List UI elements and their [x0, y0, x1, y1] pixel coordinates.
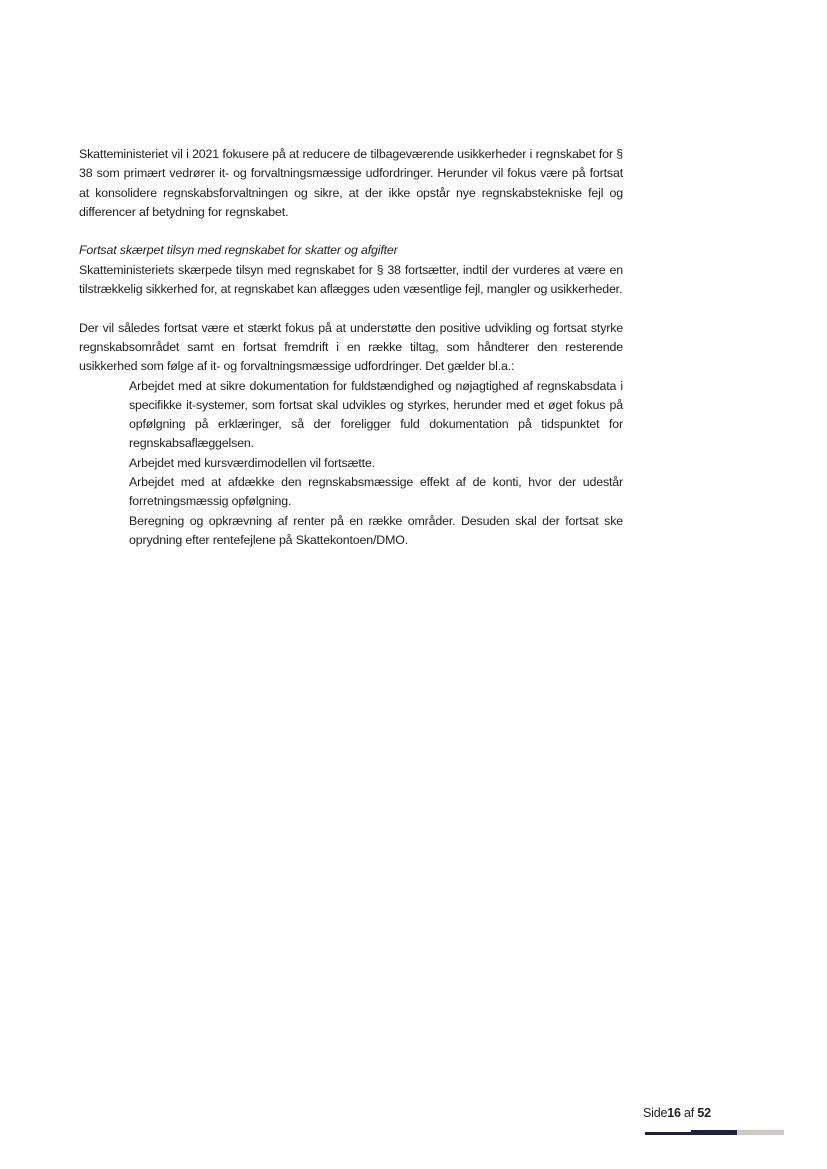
document-body: [79, 145, 623, 550]
paragraph-supervision: Skatteministeriets skærpede tilsyn med regnskabet for § 38 fortsætter, indtil der vurderes at være en tilstrækkelig sikkerhed for, at regnskabet kan aflægges uden væsentlige fejl, mangler og usikkerheder.: [79, 262, 623, 297]
page-current: 16: [667, 1106, 681, 1120]
list-item: Arbejdet med at sikre dokumentation for fuldstændighed og nøjagtighed af regnskabsdata i specifikke it-systemer, som fortsat skal udvikles og styrkes, herunder med et øget fokus på opfølgning på erklæringer, så der foreligger fuld dokumentation på tidspunktet for regnskabsaflæggelsen.: [129, 378, 623, 451]
page-number: [643, 1106, 711, 1120]
section-subheading: Fortsat skærpet tilsyn med regnskabet for skatter og afgifter: [79, 243, 398, 258]
page-of-label: af: [684, 1106, 695, 1120]
paragraph-focus-2021: Skatteministeriet vil i 2021 fokusere på at reducere de tilbageværende usikkerheder i regnskabet for § 38 som primært vedrører it- og forvaltningsmæssige udfordringer. Herunder vil fokus være på fortsat at konsolidere regnskabsforvaltningen og sikre, at der ikke opstår nye regnskabstekniske fejl og differencer af betydning for regnskabet.: [79, 147, 623, 219]
page-total: 52: [697, 1106, 711, 1120]
initiatives-list: [79, 377, 623, 551]
list-item: Arbejdet med at afdække den regnskabsmæssige effekt af de konti, hvor der udestår forretningsmæssig opfølgning.: [129, 475, 623, 509]
footer-bar-segment: [691, 1130, 737, 1135]
footer-bar-segment: [737, 1130, 784, 1135]
paragraph-initiatives: Der vil således fortsat være et stærkt fokus på at understøtte den positive udvikling og fortsat styrke regnskabsområdet samt en fortsat fremdrift i en række tiltag, som håndterer den resterende usikkerhed som følge af it- og forvaltningsmæssige udfordringer. Det gælder bl.a.:: [79, 320, 623, 374]
page-side-label: Side: [643, 1106, 668, 1120]
list-item: Arbejdet med kursværdimodellen vil fortsætte.: [129, 455, 375, 470]
paragraph-gap: [79, 222, 623, 241]
paragraph-gap: [79, 299, 623, 318]
footer-bar-segment: [645, 1132, 691, 1135]
list-item: Beregning og opkrævning af renter på en række områder. Desuden skal der fortsat ske oprydning efter rentefejlene på Skattekontoen/DMO.: [129, 513, 623, 547]
